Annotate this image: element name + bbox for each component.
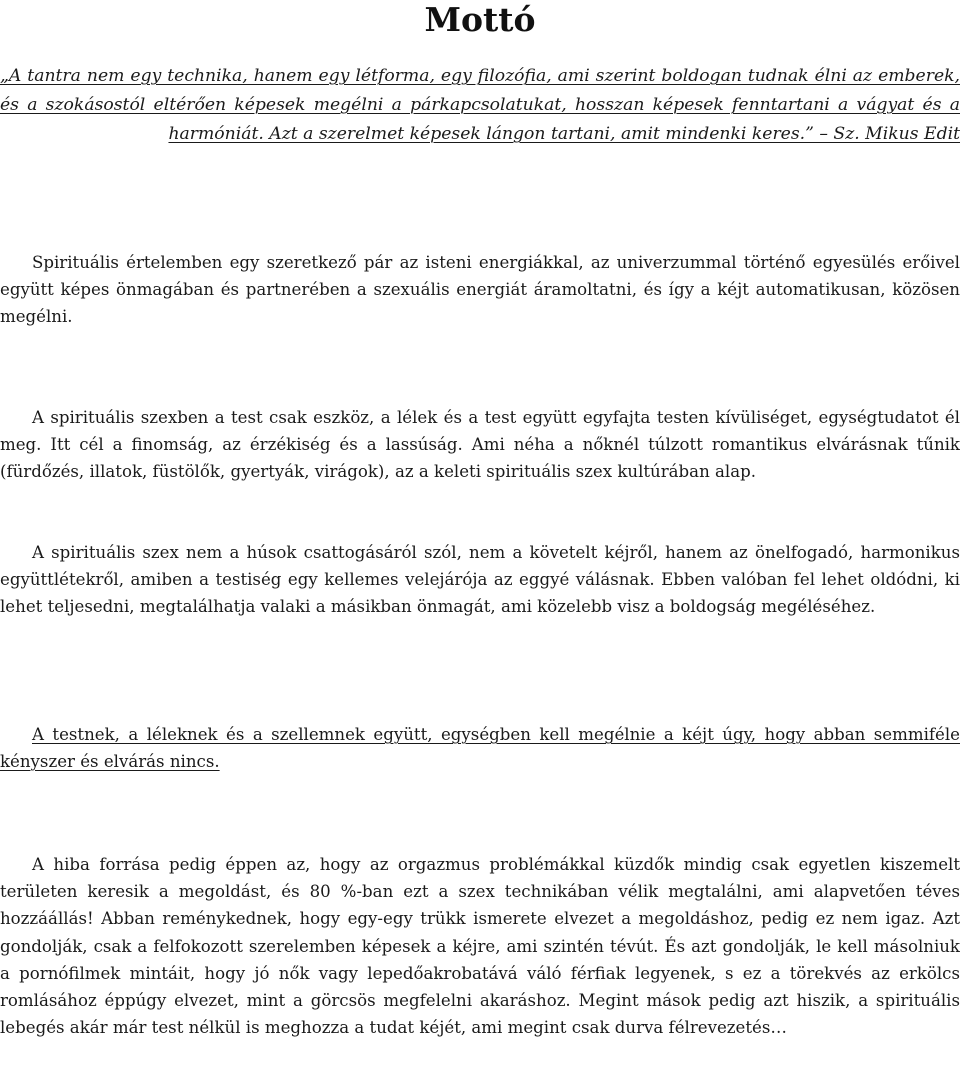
paragraph-5: A hiba forrása pedig éppen az, hogy az orgazmus problémákkal küzdők mindig csak egyetlen kiszemelt területen keresik a megoldást, és 80 %-ban ezt a szex technikában vélik megtalálni, ami alapvetően téves hozzáállás! Abban reménykednek, hogy egy-egy trükk ismerete elvezet a megoldáshoz, pedig ez nem igaz. Azt gondolják, csak a felfokozott szerelemben képesek a kéjre, ami szintén tévút. És azt gondolják, le kell másolniuk a pornófilmek mintáit, hogy jó nők vagy lepedőakrobatává váló férfiak legyenek, s ez a törekvés az erkölcs romlásához éppúgy elvezet, mint a görcsös megfelelni akaráshoz. Megint mások pedig azt hiszik, a spirituális lebegés akár már test nélkül is meghozza a tudat kéjét, ami megint csak durva félrevezetés…: [0, 855, 960, 1038]
paragraph-1: Spirituális értelemben egy szeretkező pár az isteni energiákkal, az univerzummal történő egyesülés erőivel együtt képes önmagában és partnerében a szexuális energiát áramoltatni, és így a kéjt automatikusan, közösen megélni.: [0, 253, 960, 326]
paragraph-2: A spirituális szexben a test csak eszköz, a lélek és a test együtt egyfajta testen kívüliséget, egységtudatot él meg. Itt cél a finomság, az érzékiség és a lassúság. Ami néha a nőknél túlzott romantikus elvárásnak tűnik (fürdőzés, illatok, füstölők, gyertyák, virágok), az a keleti spirituális szex kultúrában alap.: [0, 408, 960, 481]
paragraph-3: A spirituális szex nem a húsok csattogásáról szól, nem a követelt kéjről, hanem az önelfogadó, harmonikus együttlétekről, amiben a testiség egy kellemes velejárója az eggyé válásnak. Ebben valóban fel lehet oldódni, ki lehet teljesedni, megtalálhatja valaki a másikban önmagát, ami közelebb visz a boldogság megéléséhez.: [0, 543, 960, 616]
motto-quote: [0, 62, 960, 149]
motto-quote-text: „A tantra nem egy technika, hanem egy létforma, egy filozófia, ami szerint boldogan tudnak élni az emberek, és a szokásostól eltérően képesek megélni a párkapcsolatukat, hosszan képesek fenntartani a vágyat és a harmóniát. Azt a szerelmet képesek lángon tartani, amit mindenki keres.” – Sz. Mikus Edit: [0, 66, 960, 144]
paragraph-4-underlined: A testnek, a léleknek és a szellemnek együtt, egységben kell megélnie a kéjt úgy, hogy abban semmiféle kényszer és elvárás nincs.: [0, 725, 960, 771]
page-title: Mottó: [424, 0, 536, 39]
